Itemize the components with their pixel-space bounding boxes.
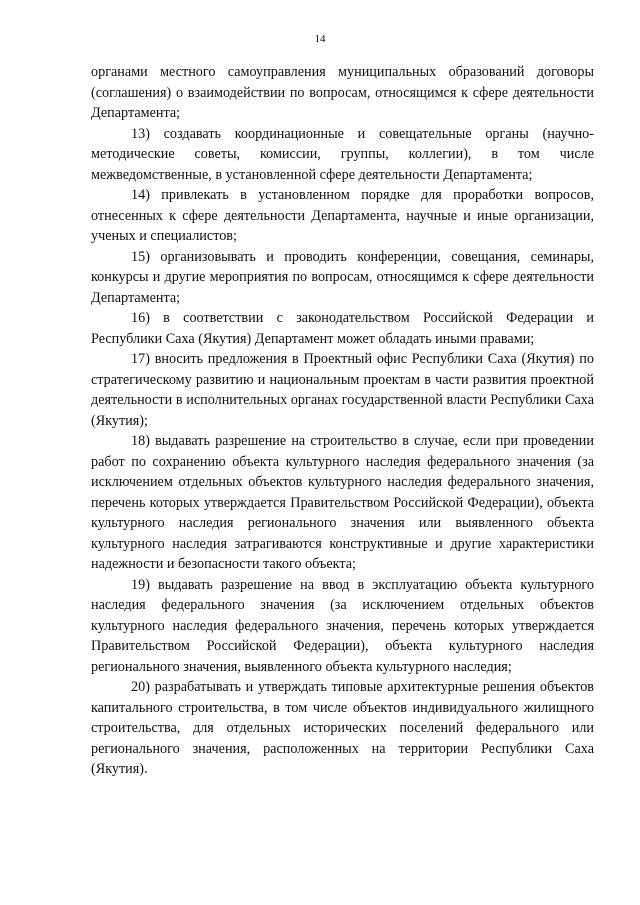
- list-item-14: 14) привлекать в установленном порядке для проработки вопросов, отнесенных к сфере деятельности Департамента, научные и иные организации, ученых и специалистов;: [91, 187, 594, 244]
- list-item-20: 20) разрабатывать и утверждать типовые архитектурные решения объектов капитального строительства, в том числе объектов индивидуального жилищного строительства, для отдельных исторических поселений федерального или регионального значения, расположенных на территории Республики Саха (Якутия).: [91, 679, 594, 777]
- list-item-16: 16) в соответствии с законодательством Российской Федерации и Республики Саха (Якутия) Департамент может обладать иными правами;: [91, 310, 594, 347]
- paragraph-continuation: органами местного самоуправления муниципальных образований договоры (соглашения) о взаимодействии по вопросам, относящимся к сфере деятельности Департамента;: [91, 64, 594, 121]
- list-item-17: 17) вносить предложения в Проектный офис Республики Саха (Якутия) по стратегическому развитию и национальным проектам в части развития проектной деятельности в исполнительных органах государственной власти Республики Саха (Якутия);: [91, 351, 594, 429]
- document-body: [91, 62, 594, 780]
- page-number: 14: [314, 33, 326, 45]
- list-item-13: 13) создавать координационные и совещательные органы (научно-методические советы, комиссии, группы, коллегии), в том числе межведомственные, в установленной сфере деятельности Департамента;: [91, 125, 594, 183]
- list-item-18: 18) выдавать разрешение на строительство в случае, если при проведении работ по сохранению объекта культурного наследия федерального значения (за исключением отдельных объектов культурного наследия федерального значения, перечень которых утверждается Правительством Российской Федерации), объекта культурного наследия регионального значения или выявленного объекта культурного наследия затрагиваются конструктивные и другие характеристики надежности и безопасности такого объекта;: [91, 433, 594, 572]
- list-item-15: 15) организовывать и проводить конференции, совещания, семинары, конкурсы и другие мероприятия по вопросам, относящимся к сфере деятельности Департамента;: [91, 248, 594, 306]
- list-item-19: 19) выдавать разрешение на ввод в эксплуатацию объекта культурного наследия федерального значения (за исключением отдельных объектов культурного наследия федерального значения, перечень которых утверждается Правительством Российской Федерации), объекта культурного наследия регионального значения, выявленного объекта культурного наследия;: [91, 576, 594, 675]
